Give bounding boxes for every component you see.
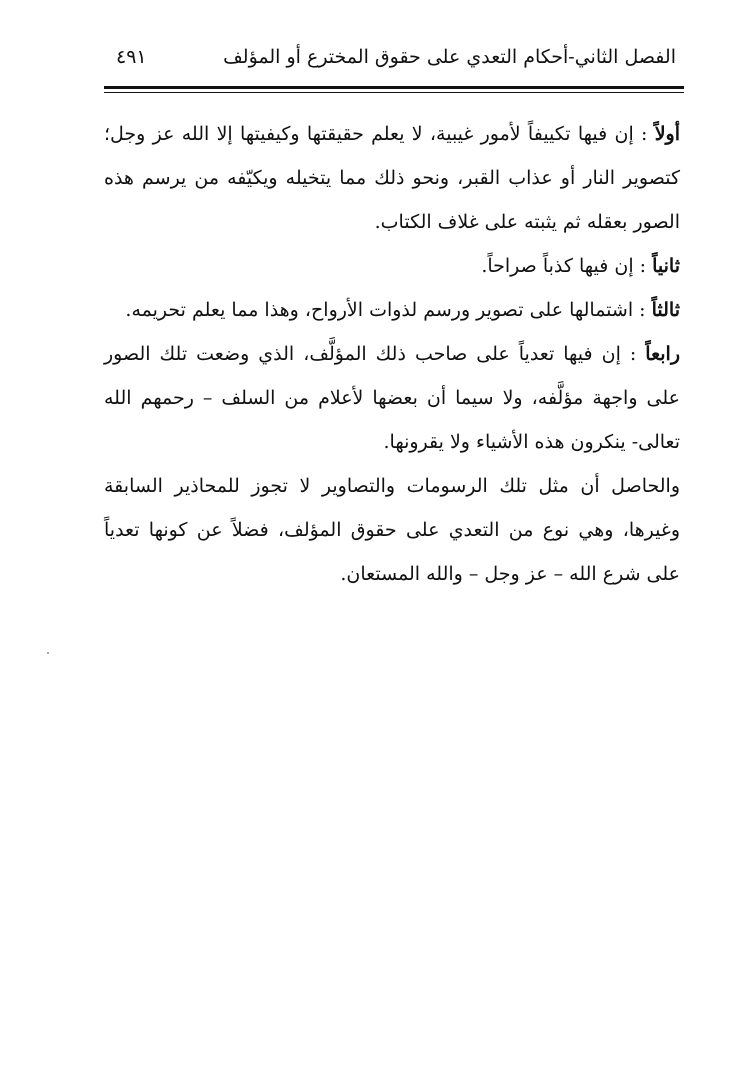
header-rule-thick [104,86,684,89]
paragraph-text: : اشتمالها على تصوير ورسم لذوات الأرواح، وهذا مما يعلم تحريمه. [125,299,646,321]
paragraph-lead: ثالثاً [651,299,680,321]
scan-speck [47,652,49,654]
paragraph-first-point [104,112,680,244]
paragraph-lead: أولاً [654,123,681,145]
paragraph-conclusion [104,464,680,596]
paragraph-lead: ثانياً [652,255,680,277]
page-number: ٤٩١ [116,46,147,68]
paragraph-text: : إن فيها تعدياً على صاحب ذلك المؤلَّف، الذي وضعت تلك الصور على واجهة مؤلَّفه، ولا سيما أن بعضها لأعلام من السلف – رحمهم الله تعالى- ينكرون هذه الأشياء ولا يقرونها. [104,343,680,453]
paragraph-fourth-point [104,332,680,464]
paragraph-lead: رابعاً [645,343,680,365]
running-header [104,40,684,80]
paragraph-text: : إن فيها تكييفاً لأمور غيبية، لا يعلم حقيقتها وكيفيتها إلا الله عز وجل؛ كتصوير النار أو عذاب القبر، ونحو ذلك مما يتخيله ويكيّفه من يرسم هذه الصور بعقله ثم يثبته على غلاف الكتاب. [104,123,680,233]
paragraph-second-point [104,244,680,288]
body-text [104,112,680,596]
chapter-title: الفصل الثاني-أحكام التعدي على حقوق المخترع أو المؤلف [223,46,676,68]
paragraph-third-point [104,288,680,332]
paragraph-text: : إن فيها كذباً صراحاً. [481,255,647,277]
header-rule-thin [104,92,684,93]
paragraph-text: والحاصل أن مثل تلك الرسومات والتصاوير لا تجوز للمحاذير السابقة وغيرها، وهي نوع من التعدي على حقوق المؤلف، فضلاً عن كونها تعدياً على شرع الله – عز وجل – والله المستعان. [104,475,680,585]
